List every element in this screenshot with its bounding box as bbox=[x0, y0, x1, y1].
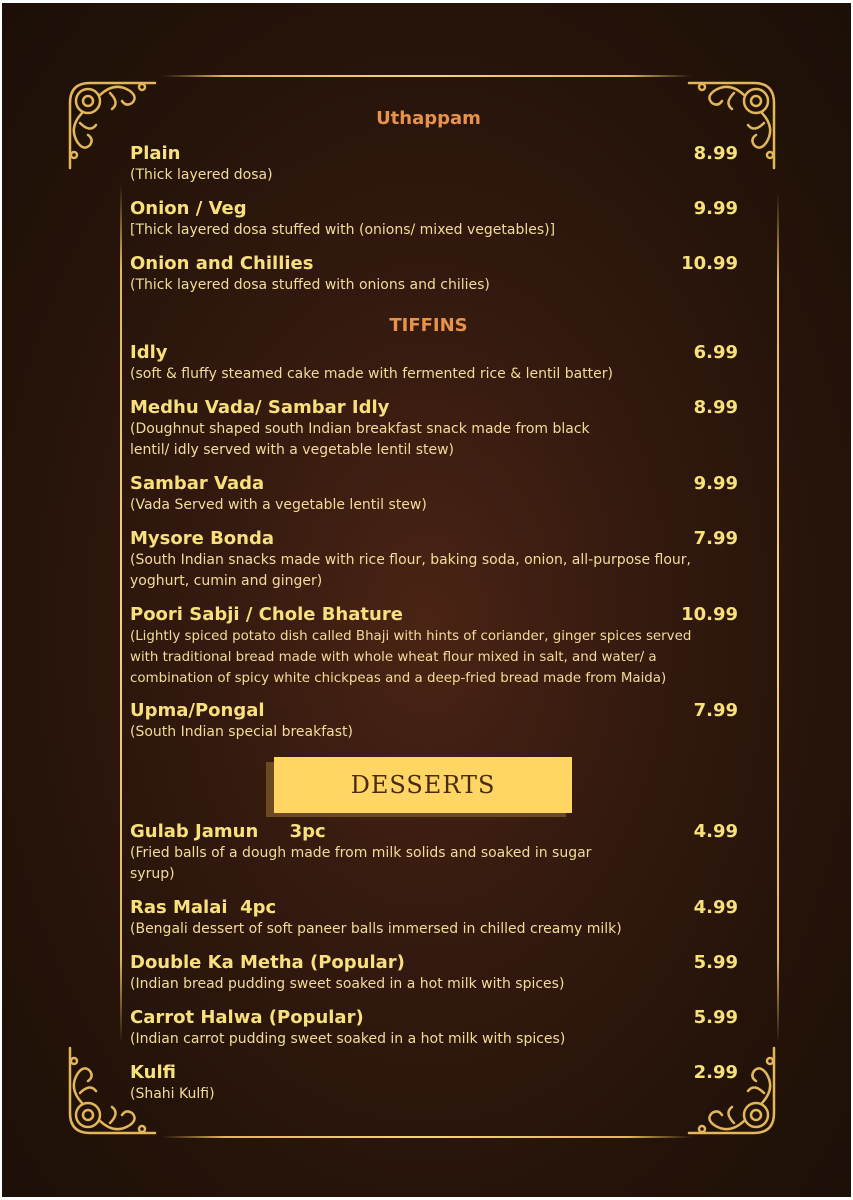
item-name: Idly bbox=[130, 342, 168, 363]
item-name: Plain bbox=[130, 143, 181, 164]
item-name: Onion / Veg bbox=[130, 198, 247, 219]
frame-left-line bbox=[120, 183, 122, 1043]
item-name: Kulfi bbox=[130, 1062, 176, 1083]
item-name: Mysore Bonda bbox=[130, 528, 275, 549]
item-description: (Shahi Kulfi) bbox=[130, 1086, 215, 1102]
item-price: 5.99 bbox=[693, 1007, 738, 1028]
item-name: Carrot Halwa (Popular) bbox=[130, 1007, 364, 1028]
item-name: Upma/Pongal bbox=[130, 700, 265, 721]
item-description: (Bengali dessert of soft paneer balls immersed in chilled creamy milk) bbox=[130, 921, 622, 937]
frame-bottom-line bbox=[162, 1136, 692, 1138]
item-description: (South Indian snacks made with rice flour, baking soda, onion, all-purpose flour, yoghurt, cumin and ginger) bbox=[130, 552, 691, 589]
item-price: 8.99 bbox=[693, 143, 738, 164]
item-description: (Indian carrot pudding sweet soaked in a hot milk with spices) bbox=[130, 1031, 566, 1047]
menu-page bbox=[2, 3, 851, 1197]
item-price: 4.99 bbox=[693, 897, 738, 918]
item-description: (Vada Served with a vegetable lentil stew) bbox=[130, 497, 427, 513]
item-name: Onion and Chillies bbox=[130, 253, 314, 274]
item-name: Gulab Jamun 3pc bbox=[130, 821, 326, 842]
item-name: Poori Sabji / Chole Bhature bbox=[130, 604, 403, 625]
item-price: 7.99 bbox=[693, 528, 738, 549]
item-description: (South Indian special breakfast) bbox=[130, 724, 353, 740]
item-price: 4.99 bbox=[693, 821, 738, 842]
item-price: 8.99 bbox=[693, 397, 738, 418]
item-name: Double Ka Metha (Popular) bbox=[130, 952, 405, 973]
section-title-uthappam: Uthappam bbox=[376, 108, 481, 129]
item-name: Ras Malai 4pc bbox=[130, 897, 277, 918]
item-price: 10.99 bbox=[681, 604, 738, 625]
item-price: 5.99 bbox=[693, 952, 738, 973]
section-title-desserts: DESSERTS bbox=[274, 757, 572, 813]
item-price: 2.99 bbox=[693, 1062, 738, 1083]
item-description: (Lightly spiced potato dish called Bhaji with hints of coriander, ginger spices served with traditional bread made with whole wheat flour mixed in salt, and water/ a combination of spicy white chickpeas and a deep-fried bread made from Maida) bbox=[130, 629, 692, 686]
item-price: 10.99 bbox=[681, 253, 738, 274]
item-description: (Thick layered dosa) bbox=[130, 167, 273, 183]
item-price: 9.99 bbox=[693, 473, 738, 494]
section-title-tiffins: TIFFINS bbox=[389, 315, 468, 336]
item-price: 9.99 bbox=[693, 198, 738, 219]
item-price: 7.99 bbox=[693, 700, 738, 721]
item-name: Medhu Vada/ Sambar Idly bbox=[130, 397, 390, 418]
item-description: [Thick layered dosa stuffed with (onions/ mixed vegetables)] bbox=[130, 222, 556, 238]
item-name: Sambar Vada bbox=[130, 473, 265, 494]
item-description: (Doughnut shaped south Indian breakfast snack made from black lentil/ idly served with a vegetable lentil stew) bbox=[130, 421, 590, 458]
item-description: (soft & fluffy steamed cake made with fermented rice & lentil batter) bbox=[130, 366, 613, 382]
item-description: (Thick layered dosa stuffed with onions and chilies) bbox=[130, 277, 490, 293]
item-price: 6.99 bbox=[693, 342, 738, 363]
item-description: (Indian bread pudding sweet soaked in a hot milk with spices) bbox=[130, 976, 565, 992]
frame-top-line bbox=[162, 75, 692, 77]
item-description: (Fried balls of a dough made from milk solids and soaked in sugar syrup) bbox=[130, 845, 592, 882]
